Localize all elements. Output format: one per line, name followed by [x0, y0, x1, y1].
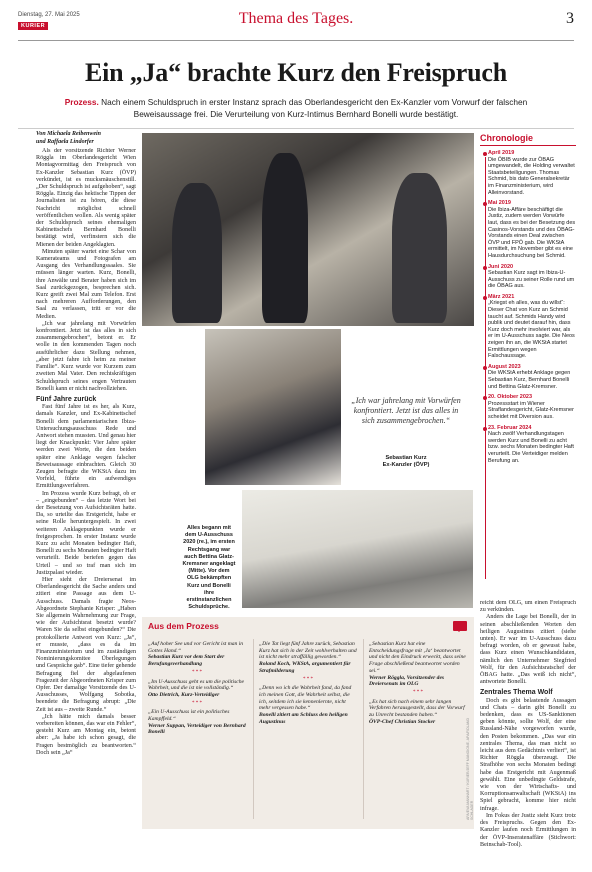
quote-author: Roland Koch, WKStA, argumentiert für Strafmilderung [259, 661, 351, 674]
lead-divider [18, 128, 574, 129]
article-paragraph: Im Prozess wurde Kurz befragt, ob er – „eingebunden“ – das letzte Wort bei der Besetzung von Aufsichtsräten hatte. Da, so urteilte das Erstgericht, habe er seine Rolle heruntergespielt. In zwei weiteren Anklagepunkten wurde er freigesprochen. In erster Instanz wurde Kurz zu acht Monaten bedingter Haft, Bonelli zu sechs Monaten bedingter Haft verurteilt. Beide beriefen gegen das Urteil – und so traf man sich im Justizpalast wieder. [36, 490, 136, 576]
quote-author: ÖVP-Chef Christian Stocker [369, 718, 436, 725]
photo-figure [262, 153, 308, 323]
quote-text: „Denn wo ich die Wahrheit fand, da fand ich meinen Gott, die Wahrheit selbst, die ich, seitdem ich sie kennenlernte, nicht mehr vergessen habe.“ [259, 685, 352, 712]
quote-text: „Im U-Ausschuss geht es um die politische Wahrheit, und die ist nie vollständig.“ [148, 678, 245, 692]
section-title: Thema des Tages. [238, 10, 354, 27]
lead-paragraph [60, 96, 532, 120]
article-column-3 [480, 600, 576, 866]
lead-kicker: Prozess. [64, 97, 99, 107]
event-date: März 2021 [488, 293, 515, 300]
photo-figure [392, 173, 447, 323]
quote-column-3 [369, 641, 467, 725]
quote-text: „Die Tat liegt fünf Jahre zurück, Sebastian Kurz hat sich in der Zeit wohlverhalten und ist nicht mehr straffällig geworden.“ [259, 641, 357, 661]
pull-quote-role: Ex-Kanzler (ÖVP) [382, 462, 430, 468]
event-text: Die WKStA erhebt Anklage gegen Sebastian Kurz, Bernhard Bonelli und Bettina Glatz-Kremsner. [488, 370, 571, 390]
header-divider [18, 40, 574, 41]
article-paragraph: Hier sieht der Dreiersenat im Oberlandesgericht die Sache anders und zitiert eine Passage aus dem U-Ausschuss. Damals fragte Neos-Abgeordnete Stephanie Krisper: „Haben Sie allgemein Wahrnehmung zur Frage, wie der Aufsichtsrat besetzt wurde? Waren Sie da selbst eingebunden?“ Die protokollierte Antwort von Kurz: „Ja“, er musste, „dass es da im Finanzministerium und im zuständigen Nominierungskomitee Überlegungen und Gespräche gab“. Eine tiefer gehende Befragung fiel der abgelaufenen Fragezeit der Abgeordneten Krisper zum Opfer. Der damalige Vorsitzende des U-Ausschusses, Wolfgang Sobotka, beendete die Befragung abrupt: „Die Zeit ist aus – zweite Runde.“ [36, 576, 136, 713]
quote-author: Werner Röggla, Vorsitzender des Dreiersenats im OLG [369, 674, 445, 688]
event-date: 23. Februar 2024 [488, 424, 532, 431]
issue-date: Dienstag, 27. Mai 2025 [18, 12, 80, 18]
subhead-wolf: Zentrales Thema Wolf [480, 689, 553, 697]
chronologie-title: Chronologie [480, 133, 576, 146]
event-text: Nach zwölf Verhandlungstagen werden Kurz und Bonelli zu acht bzw. sechs Monaten bedingter Haft verurteilt. Die Verteidiger melden Berufung an. [488, 431, 574, 464]
chronologie-sidebar [480, 133, 576, 593]
event-date: 20. Oktober 2023 [488, 394, 533, 401]
quote-column-2 [259, 641, 357, 725]
quote-text: „Ein U-Ausschuss ist ein politisches Kampffeld.“ [148, 709, 230, 723]
event-text: „Kriegst eh alles, was du willst“: Dieser Chat von Kurz an Schmid taucht auf. Schmids Handy wird publik und deutet darauf hin, dass Kurz doch mehr involviert war, als er im U-Ausschuss sagte. Die Neos zeigen ihn an, die WKStA startet Ermittlungen wegen Falschaussage. [488, 300, 575, 360]
timeline-event [480, 264, 576, 290]
quote-author: Werner Suppan, Verteidiger von Bernhard Bonelli [148, 722, 246, 736]
quote-column-1 [148, 641, 246, 736]
timeline-event [480, 294, 576, 360]
event-text: Sebastian Kurz sagt im Ibiza-U-Ausschuss zu seiner Rolle rund um die ÖBAG aus. [488, 270, 575, 290]
photo-figure [172, 183, 222, 323]
timeline-event [480, 364, 576, 390]
inset-photo-glatz-kremsner [203, 327, 343, 487]
article-column-1 [36, 148, 136, 866]
event-date: Mai 2019 [488, 200, 511, 207]
timeline-event [480, 200, 576, 259]
kurier-logo: KURIER [18, 22, 48, 30]
headline: Ein „Ja“ brachte Kurz den Freispruch [84, 58, 508, 87]
article-paragraph: Anders die Lage bei Bonelli, der in seinen abschließenden Worten den heiligen Augustinus zitiert (siehe unten). Er war im U-Ausschuss dazu befragt worden, ob er gewusst habe, dass Kurz einen Wunschkandidaten, nämlich den Unternehmer Siegfried Wolf, für den Aufsichtsratschef der ÖBAG hatte. „Das weiß ich nicht“, antwortete Bonelli. [480, 614, 576, 686]
event-date: Juni 2020 [488, 263, 514, 270]
quote-author: Otto Dietrich, Kurz-Verteidiger [148, 691, 220, 698]
article-paragraph: Fast fünf Jahre ist es her, als Kurz, damals Kanzler, und Ex-Kabinettschef Bonelli dem parlamentarischen Ibiza-Untersuchungsausschuss Rede und Antwort stehen mussten. Und genau hier liegt der Knackpunkt: Vier Jahre später werden zwei Worte, die den beiden später eine Anklage wegen falscher Beweisaussage einbrachten. Gleich 30 Zeugen befragte die WKStA dazu im Vorfeld, führte ein aufwendiges Ermittlungsverfahren. [36, 404, 136, 490]
timeline-event [480, 394, 576, 420]
event-date: August 2023 [488, 363, 521, 370]
article-paragraph: „Ich hätte mich damals besser vorbereiten können, das war ein Fehler“, gesteht Kurz am Montag ein, betont aber: „Ja habe ich schon gesagt, die Fragen bestmöglich zu beantworten.“ Doch sein „Ja“ [36, 713, 136, 756]
photo-credit: APA/EVA MANHART / KURIER/JEFF MANGIONE, APA/ROLAND SCHLAGER [466, 718, 474, 820]
event-text: Prozessstart im Wiener Straflandesgericht, Glatz-Kremsner scheidet mit Diversion aus. [488, 400, 574, 420]
byline-line-1: Von Michaela Reibenwein [36, 131, 102, 137]
separator-stars: * * * [192, 669, 202, 675]
aus-dem-prozess-box [142, 617, 474, 829]
pull-quote: „Ich war jahrelang mit Vorwürfen konfrontiert. Jetzt ist das alles in sich zusammengebrochen.“ [351, 396, 461, 425]
subhead-fuenf-jahre: Fünf Jahre zurück [36, 395, 97, 403]
column-divider [363, 639, 364, 819]
article-paragraph: Im Fokus der Justiz steht Kurz trotz des Freispruchs. Gegen den Ex-Kanzler laufen noch Ermittlungen in der ÖVP-Inseratenaffäre (Stichwort: Beinschab-Tool). [480, 812, 576, 848]
article-paragraph: Doch es gibt belastende Aussagen und Chats – darin gibt Bonelli zu bedenken, dass es US-Sanktionen geben könnte, sollte Wolf, der eine Russland-Nähe vorgeworfen wurde, den Posten bekommen. „Das war ein zentrales Thema, das man nicht so leicht aus dem Gedächtnis verliert“, ist Richter Röggla überzeugt. Die Strafhöhe von sechs Monaten bedingt habe das Erstgericht mit Augenmaß gewählt. Eine unbedingte Geldstrafe, wie von der Wirtschafts- und Korruptionsanwaltschaft (WKStA) ins Spiel gebracht, komme hier nicht infrage. [480, 697, 576, 812]
event-text: Die Ibiza-Affäre beschäftigt die Justiz, zudem werden Vorwürfe laut, dass es bei der Besetzung des Casinos-Vorstands und des ÖBAG-Vorstands einen Deal zwischen ÖVP und FPÖ gab. Die WKStA ermittelt, im November gibt es eine Hausdurchsuchung bei Schmid. [488, 206, 576, 259]
article-paragraph: „Ich war jahrelang mit Vorwürfen konfrontiert. Jetzt ist das alles in sich zusammengebrochen“, betont er. Er wolle in den kommenden Tagen noch ausführlicher dazu Stellung nehmen, „aber jetzt fahre ich heim zu meiner Familie“. Kurz wurde vor Kurzem zum zweiten Mal Vater. Den rechtskräftigen Schuldspruch seines engen Vertrauten Bonelli kann er nicht nachvollziehen. [36, 320, 136, 392]
inset-photo-u-ausschuss [240, 488, 475, 610]
article-paragraph: Minuten später wartet eine Schar von Kamerateams und Fotografen am Ausgang des Verhandlungssaales. Sie müssen länger warten. Kurz, Bonelli, ihre Anwälte und Berater haben sich im Saal zurückgezogen, besprechen sich. Kurz greift zwei Mal zum Telefon. Erst nach mehreren Aufforderungen, den Saal zu verlassen, tritt er vor die Medien. [36, 248, 136, 320]
photo-caption: Alles begann mit dem U-Ausschuss 2020 (re.), im ersten Rechtsgang war auch Bettina Glatz-Kremsner angeklagt (Mitte). Vor dem OLG bekämpften Kurz und Bonelli ihre erstinstanzlichen Schuldsprüche. [182, 525, 236, 611]
timeline-event [480, 425, 576, 465]
event-date: April 2019 [488, 150, 515, 156]
prozess-box-title: Aus dem Prozess [148, 621, 219, 631]
quote-text: „Es hat sich nach einem sehr langen Verfahren herausgestellt, dass der Vorwurf zu Unrecht bestanden haben.“ [369, 698, 465, 719]
quote-author: Bonelli zitiert am Schluss den heiligen Augustinus [259, 712, 348, 725]
column-divider [253, 639, 254, 819]
quote-author: Sebastian Kurz vor dem Start der Berufungsverhandlung [148, 654, 225, 668]
event-text: Die ÖBIB wurde zur ÖBAG umgewandelt, die Holding verwaltet Staatsbeteiligungen. Thomas Schmid, bis dato Generalsekretär im Finanzministerium, wird Alleinvorstand. [488, 156, 575, 196]
byline [36, 131, 136, 146]
separator-stars: * * * [303, 676, 313, 682]
separator-stars: * * * [192, 700, 202, 706]
quote-text: „Sebastian Kurz hat eine Entscheidungsfrage mit ‚Ja‘ beantwortet und nicht den Eindruck erweckt, dass seine Frage abschließend beantwortet worden sei.“ [369, 641, 466, 674]
quote-text: „Auf hoher See und vor Gericht ist man in Gottes Hand.“ [148, 641, 244, 654]
speech-bubble-icon [453, 621, 467, 631]
pull-quote-name: Sebastian Kurz [385, 455, 427, 461]
page-number: 3 [566, 10, 574, 27]
lead-text: Nach einem Schuldspruch in erster Instanz sprach das Oberlandesgericht den Ex-Kanzler vom Vorwurf der falschen Beweisaussage frei. Die Verurteilung von Kurz-Intimus Bernhard Bonelli wurde bestätigt. [101, 97, 528, 119]
byline-line-2: und Raffaela Lindorfer [36, 138, 94, 145]
article-paragraph: reicht dem OLG, um einen Freispruch zu verkünden. [480, 600, 576, 614]
separator-stars: * * * [413, 689, 423, 695]
pull-quote-attribution [347, 455, 465, 469]
main-photo-kurz-court [142, 133, 474, 326]
article-paragraph: Als der vorsitzende Richter Werner Röggla im Oberlandesgericht Wien Montagvormittag den Freispruch von Ex-Kanzler Sebastian Kurz (ÖVP) verkündet, ist es mucksmäuschenstill. „Der Schuldspruch ist aufgehoben“, sagt Röggla. Einzig das hektische Tippen der Journalisten ist zu hören, die diese Nachricht möglichst schnell veröffentlichen wollen. Als wenig später der Schuldspruch seines ehemaligen Kabinettschefs Bernhard Bonelli bestätigt wird, verfinstern sich die Mienen der beiden Angeklagten. [36, 148, 136, 248]
page-header [18, 8, 574, 38]
timeline-event [480, 150, 576, 196]
